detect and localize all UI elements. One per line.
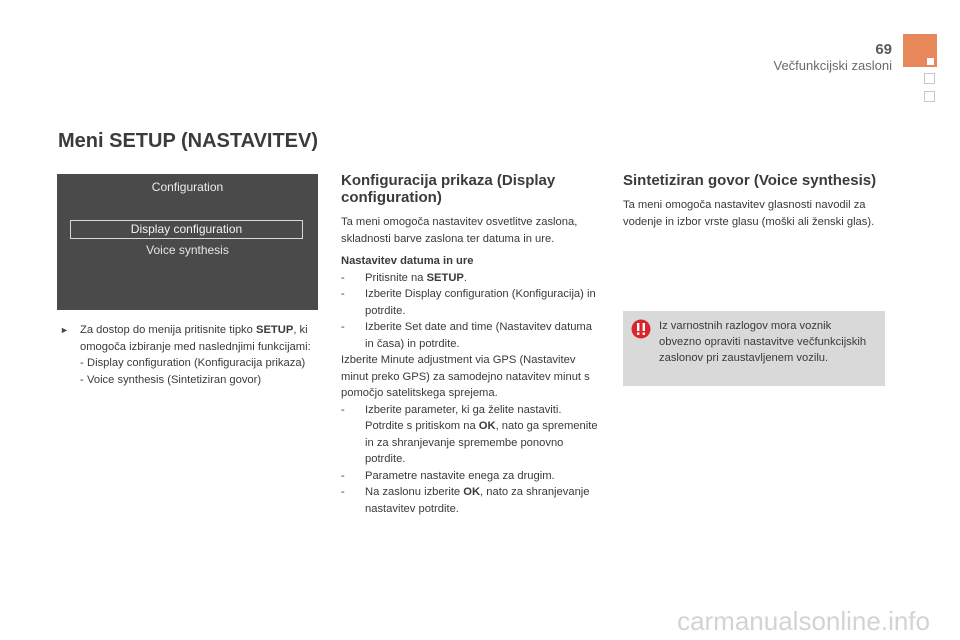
page-number: 69 bbox=[875, 41, 892, 58]
display-config-section bbox=[341, 172, 603, 517]
list-item: - Pritisnite na SETUP. bbox=[341, 271, 467, 284]
bullet-text: Za dostop do menija pritisnite tipko bbox=[80, 324, 256, 336]
paragraph: Izberite Minute adjustment via GPS (Nastavitev minut preko GPS) za samodejno natavitev minut s pomočjo satelitskega sprejema. bbox=[341, 354, 590, 399]
setup-key-label: SETUP bbox=[256, 324, 294, 336]
warning-icon bbox=[631, 319, 651, 339]
arrow-bullet-icon: ► bbox=[60, 325, 69, 335]
chapter-tab bbox=[924, 91, 935, 102]
list-item: - Na zaslonu izberite OK, nato za shranjevanje nastavitev potrdite. bbox=[341, 486, 590, 515]
list-item-text: Display configuration (Konfiguracija prikaza) bbox=[87, 357, 306, 369]
chapter-tab bbox=[924, 73, 935, 84]
screen-title: Configuration bbox=[151, 180, 224, 194]
list-item-text: Pritisnite na bbox=[365, 271, 427, 284]
list-item-text: , nato za shranjevanje nastavitev potrdite. bbox=[365, 486, 590, 515]
safety-warning-box bbox=[623, 311, 885, 386]
list-item-text: , nato ga spremenite in za shranjevanje spremembe ponovno potrdite. bbox=[365, 420, 598, 465]
config-screen-image bbox=[57, 174, 318, 310]
list-item: - Izberite Display configuration (Konfiguracija) in potrdite. bbox=[341, 288, 596, 317]
section-heading: Konfiguracija prikaza (Display configuration) bbox=[341, 172, 556, 206]
list-item: - Izberite parameter, ki ga želite nastaviti. Potrdite s pritiskom na OK, nato ga spremenite in za shranjevanje spremembe ponovno potrdite. bbox=[341, 403, 598, 465]
bullet-text: , ki omogoča izbiranje med naslednjimi funkcijami: bbox=[80, 324, 311, 353]
section-heading: Sintetiziran govor (Voice synthesis) bbox=[623, 172, 877, 189]
list-item-text: Izberite Set date and time (Nastavitev datuma in časa) in potrdite. bbox=[365, 321, 592, 350]
paragraph: Ta meni omogoča nastavitev osvetlitve zaslona, skladnosti barve zaslona ter datuma in ure. bbox=[341, 216, 578, 245]
section-title: Večfunkcijski zasloni bbox=[773, 58, 892, 73]
list-item-text: . bbox=[463, 271, 467, 284]
setup-instructions bbox=[60, 322, 322, 388]
list-item-text: Voice synthesis (Sintetiziran govor) bbox=[87, 373, 262, 386]
list-item: - Display configuration (Konfiguracija prikaza) bbox=[80, 357, 306, 369]
list-item-text: Izberite Display configuration (Konfiguracija) in potrdite. bbox=[365, 288, 596, 317]
list-item-text: Na zaslonu izberite bbox=[365, 486, 464, 498]
voice-synthesis-section bbox=[623, 172, 885, 236]
list-item: - Parametre nastavite enega za drugim. bbox=[341, 469, 555, 482]
warning-text: Iz varnostnih razlogov mora voznik obvezno opraviti nastavitve večfunkcijskih zaslonov pri zaustavljenem vozilu. bbox=[659, 320, 867, 364]
ok-key-label: OK bbox=[478, 420, 496, 432]
bullet-item bbox=[60, 322, 322, 355]
list-item: - Voice synthesis (Sintetiziran govor) bbox=[80, 373, 262, 386]
tab-dot-icon bbox=[927, 58, 934, 65]
list-item: - Izberite Set date and time (Nastavitev datuma in časa) in potrdite. bbox=[341, 321, 592, 350]
watermark: carmanualsonline.info bbox=[677, 606, 930, 636]
list-item-text: Izberite parameter, ki ga želite nastaviti. Potrdite s pritiskom na bbox=[365, 403, 562, 432]
page-title: Meni SETUP (NASTAVITEV) bbox=[58, 130, 319, 152]
list-item-text: Parametre nastavite enega za drugim. bbox=[365, 469, 555, 482]
screen-menu-item-display: Display configuration bbox=[70, 220, 303, 239]
ok-key-label: OK bbox=[463, 486, 481, 498]
chapter-tab-active bbox=[903, 34, 937, 67]
screen-menu-item-voice: Voice synthesis bbox=[146, 243, 229, 257]
paragraph: Ta meni omogoča nastavitev glasnosti navodil za vodenje in izbor vrste glasu (moški ali ženski glas). bbox=[623, 199, 875, 228]
subheading: Nastavitev datuma in ure bbox=[341, 255, 474, 267]
setup-key-label: SETUP bbox=[426, 271, 464, 284]
